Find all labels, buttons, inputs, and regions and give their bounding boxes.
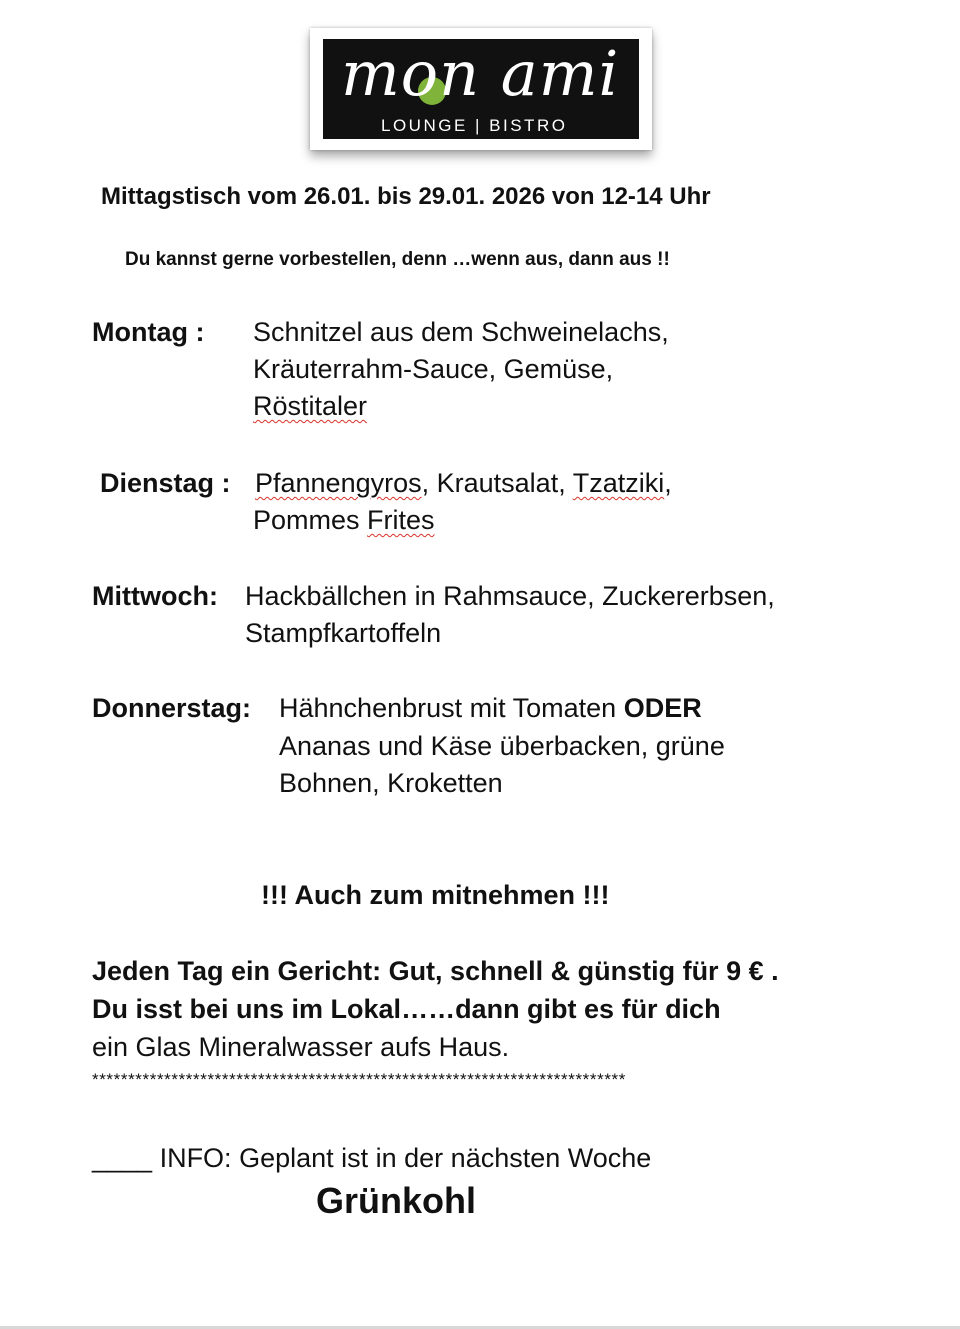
- spellcheck-word: Röstitaler: [253, 391, 368, 421]
- menu-heading: Mittagstisch vom 26.01. bis 29.01. 2026 von 12-14 Uhr: [101, 183, 711, 210]
- dish-montag-line2: Kräuterrahm-Sauce, Gemüse,: [253, 354, 614, 384]
- day-label-dienstag: Dienstag :: [100, 468, 231, 498]
- preorder-note: Du kannst gerne vorbestellen, denn …wenn aus, dann aus !!: [125, 249, 670, 270]
- dish-montag-line3: [253, 391, 367, 422]
- promo-line1: Jeden Tag ein Gericht: Gut, schnell & günstig für 9 € .: [92, 956, 779, 986]
- spellcheck-word: Tzatziki: [572, 468, 665, 498]
- spellcheck-word: Frites: [367, 505, 435, 535]
- dish-text: Hähnchenbrust mit Tomaten: [279, 693, 624, 723]
- dish-dienstag-line2: [253, 505, 435, 536]
- promo-line3: ein Glas Mineralwasser aufs Haus.: [92, 1032, 510, 1062]
- takeaway-note: !!! Auch zum mitnehmen !!!: [261, 880, 610, 910]
- dish-text-bold: ODER: [623, 693, 702, 723]
- dish-donnerstag-line1: [279, 693, 702, 724]
- dish-donnerstag-line2: Ananas und Käse überbacken, grüne: [279, 731, 725, 761]
- next-week-dish: Grünkohl: [316, 1180, 476, 1221]
- dish-text: Pommes: [253, 505, 368, 535]
- day-label-donnerstag: Donnerstag:: [92, 693, 252, 723]
- info-line: ____ INFO: Geplant ist in der nächsten Woche: [92, 1143, 652, 1173]
- logo-name: mon ami: [341, 37, 620, 110]
- day-label-montag: Montag :: [92, 317, 205, 347]
- dish-text: ,: [664, 468, 672, 498]
- dish-dienstag-line1: [255, 468, 672, 499]
- logo: [310, 28, 652, 150]
- dish-montag-line1: Schnitzel aus dem Schweinelachs,: [253, 317, 669, 347]
- logo-background: [323, 39, 639, 139]
- star-separator: **************************************************************************: [92, 1070, 626, 1089]
- day-label-mittwoch: Mittwoch:: [92, 581, 218, 611]
- spellcheck-word: Pfannengyros: [255, 468, 422, 498]
- dish-text: , Krautsalat,: [421, 468, 573, 498]
- dish-mittwoch-line1: Hackbällchen in Rahmsauce, Zuckererbsen,: [245, 581, 775, 611]
- dish-mittwoch-line2: Stampfkartoffeln: [245, 618, 442, 648]
- dish-donnerstag-line3: Bohnen, Kroketten: [279, 768, 503, 798]
- logo-tagline: LOUNGE | BISTRO: [381, 116, 568, 135]
- promo-line2: Du isst bei uns im Lokal……dann gibt es für dich: [92, 994, 721, 1024]
